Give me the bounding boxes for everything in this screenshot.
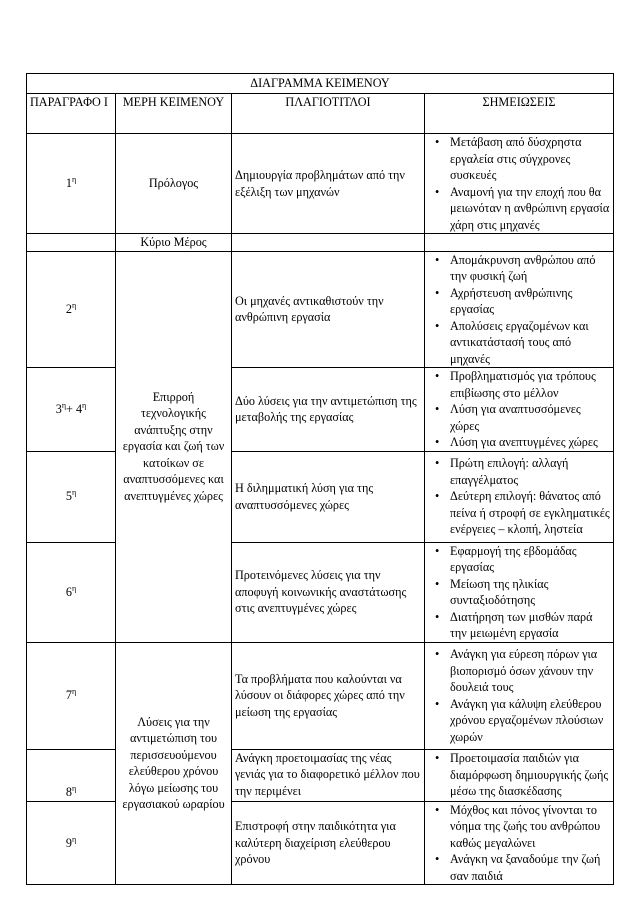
subtitle-cell: Η διλημματική λύση για της αναπτυσσόμενες χώρες: [232, 451, 425, 542]
note-item: • Αχρήστευση ανθρώπινης εργασίας: [450, 285, 610, 318]
paragraph-number: $5^\eta$: [27, 451, 116, 542]
note-item: • Δεύτερη επιλογή: θάνατος από πείνα ή στροφή σε εγκληματικές ενέργειες – κλοπή, ληστεία: [450, 488, 610, 538]
paragraph-number: $3^\eta+ 4^\eta$: [27, 368, 116, 452]
note-item: • Μόχθος και πόνος γίνονται το νόημα της ζωής του ανθρώπου καθώς μεγαλώνει: [450, 802, 610, 852]
header-subtitles: ΠΛΑΓΙΟΤΙΤΛΟΙ: [232, 94, 425, 134]
note-item: • Προετοιμασία παιδιών για διαμόρφωση δημιουργικής ζωής μέσω της διασκέδασης: [450, 750, 610, 800]
note-item: • Ανάγκη για κάλυψη ελεύθερου χρόνου εργαζομένων πλούσιων χωρών: [450, 696, 610, 746]
paragraph-number: $2^\eta$: [27, 251, 116, 368]
part-solutions: Λύσεις για την αντιμετώπιση του περισσευούμενου ελεύθερου χρόνου λόγω μείωσης του εργασιακού ωραρίου: [116, 642, 232, 885]
subtitle-cell: Επιστροφή στην παιδικότητα για καλύτερη διαχείριση ελεύθερου χρόνου: [232, 801, 425, 885]
note-item: • Εφαρμογή της εβδομάδας εργασίας: [450, 543, 610, 576]
table-row: [27, 801, 614, 885]
notes-cell: [425, 251, 614, 368]
notes-cell: [425, 134, 614, 234]
paragraph-number: $1^\eta$: [27, 134, 116, 234]
note-item: • Απομάκρυνση ανθρώπου από την φυσική ζωή: [450, 252, 610, 285]
notes-cell: [425, 749, 614, 801]
note-item: • Προβληματισμός για τρόπους επιβίωσης στο μέλλον: [450, 368, 610, 401]
paragraph-number: $9^\eta$: [27, 801, 116, 885]
paragraph-number: $8^\eta$: [27, 749, 116, 801]
subtitle-cell: Τα προβλήματα που καλούνται να λύσουν οι διάφορες χώρες από την μείωση της εργασίας: [232, 642, 425, 749]
note-item: • Διατήρηση των μισθών παρά την μειωμένη εργασία: [450, 609, 610, 642]
note-item: • Μείωση της ηλικίας συνταξιοδότησης: [450, 576, 610, 609]
table-title: ΔΙΑΓΡΑΜΜΑ ΚΕΙΜΕΝΟΥ: [27, 74, 614, 94]
section-label: Κύριο Μέρος: [116, 234, 232, 252]
table-row: [27, 642, 614, 749]
outline-table: [26, 73, 614, 885]
header-paragraph: ΠΑΡΑΓΡΑΦΟ Ι: [27, 94, 116, 134]
subtitle-cell: Δημιουργία προβλημάτων από την εξέλιξη των μηχανών: [232, 134, 425, 234]
note-item: • Λύση για αναπτυσσόμενες χώρες: [450, 401, 610, 434]
table-row: [27, 749, 614, 801]
notes-cell: [425, 542, 614, 642]
table-row: [27, 451, 614, 542]
part-prologue: Πρόλογος: [116, 134, 232, 234]
note-item: • Απολύσεις εργαζομένων και αντικατάστασή τους από μηχανές: [450, 318, 610, 368]
table-row: [27, 542, 614, 642]
section-row: [27, 234, 614, 252]
part-technology: Επιρροή τεχνολογικής ανάπτυξης στην εργασία και ζωή των κατοίκων σε αναπτυσσόμενες και ανεπτυγμένες χώρες: [116, 251, 232, 642]
paragraph-number: $7^\eta$: [27, 642, 116, 749]
subtitle-cell: Προτεινόμενες λύσεις για την αποφυγή κοινωνικής αναστάτωσης στις ανεπτυγμένες χώρες: [232, 542, 425, 642]
paragraph-number: $6^\eta$: [27, 542, 116, 642]
table-row: [27, 368, 614, 452]
notes-cell: [425, 451, 614, 542]
subtitle-cell: Ανάγκη προετοιμασίας της νέας γενιάς για το διαφορετικό μέλλον που την περιμένει: [232, 749, 425, 801]
subtitle-cell: Δύο λύσεις για την αντιμετώπιση της μεταβολής της εργασίας: [232, 368, 425, 452]
header-parts: ΜΕΡΗ ΚΕΙΜΕΝΟΥ: [116, 94, 232, 134]
notes-cell: [425, 368, 614, 452]
table-row: [27, 251, 614, 368]
table-row: [27, 134, 614, 234]
note-item: • Αναμονή για την εποχή που θα μειωνόταν η ανθρώπινη εργασία χάρη στις μηχανές: [450, 184, 610, 234]
note-item: • Μετάβαση από δύσχρηστα εργαλεία στις σύγχρονες συσκευές: [450, 134, 610, 184]
note-item: • Ανάγκη να ξαναδούμε την ζωή σαν παιδιά: [450, 851, 610, 884]
header-row: [27, 94, 614, 134]
notes-cell: [425, 642, 614, 749]
subtitle-cell: Οι μηχανές αντικαθιστούν την ανθρώπινη εργασία: [232, 251, 425, 368]
note-item: • Ανάγκη για εύρεση πόρων για βιοπορισμό όσων χάνουν την δουλειά τους: [450, 646, 610, 696]
notes-cell: [425, 801, 614, 885]
note-item: • Λύση για ανεπτυγμένες χώρες: [450, 434, 610, 451]
note-item: • Πρώτη επιλογή: αλλαγή επαγγέλματος: [450, 455, 610, 488]
header-notes: ΣΗΜΕΙΩΣΕΙΣ: [425, 94, 614, 134]
